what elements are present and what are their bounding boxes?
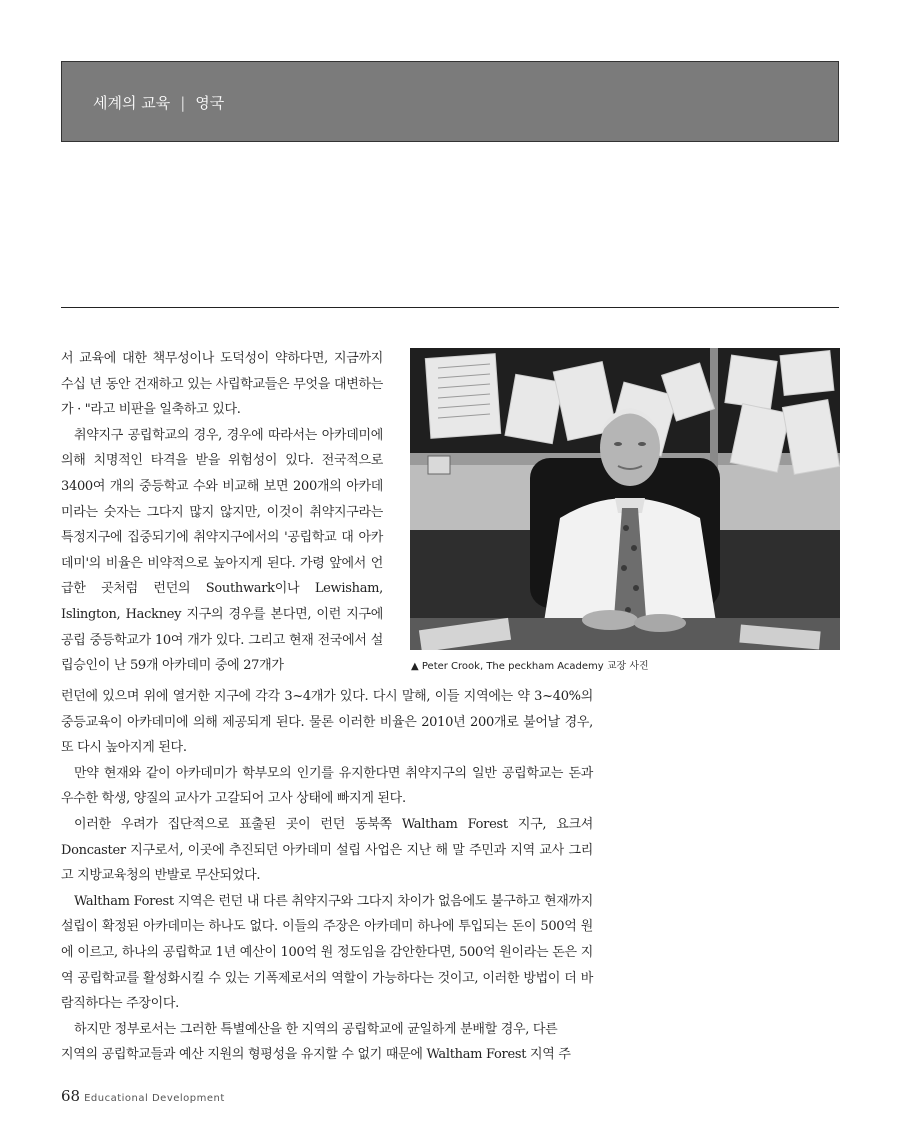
paragraph: Waltham Forest 지역은 런던 내 다른 취약지구와 그다지 차이가 없음에도 불구하고 현재까지 설립이 확정된 아카데미는 하나도 없다. 이들의 주장은 아카데미 하나에 투입되는 돈이 500억 원에 이르고, 하나의 공립학교 1년 예산이 100억 원 정도임을 감안한다면, 500억 원이라는 돈은 지역 공립학교를 활성화시킬 수 있는 기폭제로서의 역할이 가능하다는 것이고, 이러한 방법이 더 바람직하다는 주장이다.: [61, 893, 593, 1012]
paragraph: 이러한 우려가 집단적으로 표출된 곳이 런던 동북쪽 Waltham Forest 지구, 요크셔 Doncaster 지구로서, 이곳에 추진되던 아카데미 설립 사업은 지난 해 말 주민과 지역 교사 그리고 지방교육청의 반발로 무산되었다.: [61, 816, 593, 884]
paragraph: 만약 현재와 같이 아카데미가 학부모의 인기를 유지한다면 취약지구의 일반 공립학교는 돈과 우수한 학생, 양질의 교사가 고갈되어 고사 상태에 빠지게 된다.: [61, 765, 593, 807]
principal-photo: [410, 348, 840, 650]
section-header-bar: [61, 61, 839, 142]
page-number: 68: [61, 1087, 81, 1105]
photo-caption: ▲ Peter Crook, The peckham Academy 교장 사진: [411, 661, 649, 672]
paragraph: 서 교육에 대한 책무성이나 도덕성이 약하다면, 지금까지 수십 년 동안 건재하고 있는 사립학교들은 무엇을 대변하는가 · "라고 비판을 일축하고 있다.: [61, 351, 383, 418]
section-header-text: [93, 92, 224, 113]
body-text-narrow: [61, 346, 383, 679]
section-title: 세계의 교육: [93, 94, 171, 112]
paragraph-line: 하지만 정부로서는 그러한 특별예산을 한 지역의 공립학교에 균일하게 분배할 경우, 다른: [74, 1021, 558, 1037]
horizontal-rule: [61, 307, 839, 308]
paragraph-line: 지역의 공립학교들과 예산 지원의 형평성을 유지할 수 없기 때문에 Waltham Forest 지역 주: [61, 1047, 571, 1063]
body-text-wide: [61, 684, 593, 1068]
photo-illustration: [410, 348, 840, 650]
paragraph: 취약지구 공립학교의 경우, 경우에 따라서는 아카데미에 의해 치명적인 타격을 받을 위험성이 있다. 전국적으로 3400여 개의 중등학교 수와 비교해 보면 200개의 아카데미라는 숫자는 그다지 많지 않지만, 이것이 취약지구라는 특정지구에 집중되기에 취약지구에서의 '공립학교 대 아카데미'의 비율은 비약적으로 높아지게 된다. 가령 앞에서 언급한 곳처럼 런던의 Southwark이나 Lewisham, Islington, Hackney 지구의 경우를 본다면, 이런 지구에 공립 중등학교가 10여 개가 있다. 그리고 현재 전국에서 설립승인이 난 59개 아카데미 중에 27개가: [61, 427, 383, 674]
publication-title: Educational Development: [84, 1093, 225, 1104]
country-title: 영국: [195, 94, 225, 112]
page-footer: [61, 1086, 225, 1105]
paragraph: 런던에 있으며 위에 열거한 지구에 각각 3~4개가 있다. 다시 말해, 이들 지역에는 약 3~40%의 중등교육이 아카데미에 의해 제공되게 된다. 물론 이러한 비율은 2010년 200개로 불어날 경우, 또 다시 높아지게 된다.: [61, 689, 593, 756]
header-separator: |: [180, 94, 186, 112]
